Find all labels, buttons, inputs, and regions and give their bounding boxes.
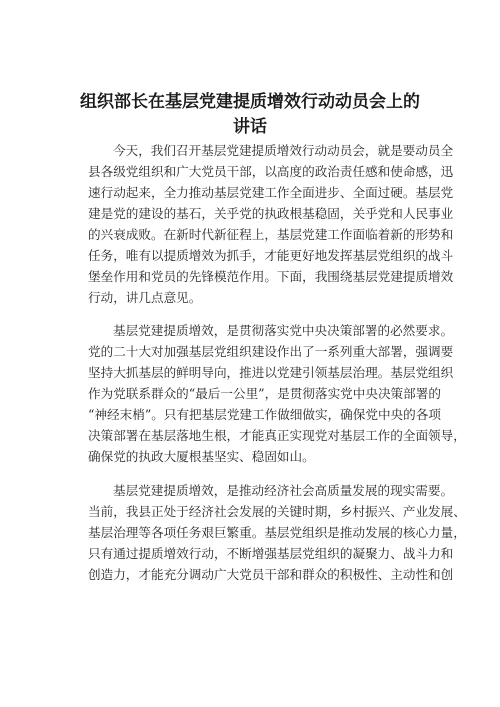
paragraph-line: 今天，我们召开基层党建提质增效行动动员会，就是要动员全 — [113, 143, 454, 158]
paragraph-line: 基层党建提质增效，是贯彻落实党中央决策部署的必然要求。 — [113, 323, 454, 338]
title-line: 讲话 — [233, 117, 267, 137]
paragraph-line: 县各级党组织和广大党员干部，以高度的政治责任感和使命感，迅 — [88, 164, 454, 179]
title-line: 组织部长在基层党建提质增效行动动员会上的 — [80, 92, 420, 112]
paragraph-line: 基层治理等各项任务艰巨繁重。基层党组织是推动发展的核心力量， — [88, 525, 466, 540]
paragraph-line: 任务，唯有以提质增效为抓手，才能更好地发挥基层党组织的战斗 — [88, 248, 454, 263]
paragraph-1 — [88, 140, 454, 308]
paragraph-line: 决策部署在基层落地生根，才能真正实现党对基层工作的全面领导， — [88, 428, 466, 443]
paragraph-line: 基层党建提质增效，是推动经济社会高质量发展的现实需要。 — [113, 483, 454, 498]
paragraph-line: 速行动起来，全力推动基层党建工作全面进步、全面过硬。基层党 — [88, 185, 454, 200]
paragraph-line: 只有通过提质增效行动，不断增强基层党组织的凝聚力、战斗力和 — [88, 546, 454, 561]
paragraph-line: 建是党的建设的基石，关乎党的执政根基稳固，关乎党和人民事业 — [88, 206, 454, 221]
paragraph-line: “神经末梢”。只有把基层党建工作做细做实，确保党中央的各项 — [88, 407, 441, 422]
paragraph-line: 党的二十大对加强基层党组织建设作出了一系列重大部署，强调要 — [88, 344, 454, 359]
paragraph-line: 确保党的执政大厦根基坚实、稳固如山。 — [88, 449, 315, 464]
document-title — [70, 90, 430, 140]
paragraph-line: 当前，我县正处于经济社会发展的关键时期，乡村振兴、产业发展、 — [88, 504, 466, 519]
paragraph-2 — [88, 320, 466, 467]
paragraph-line: 堡垒作用和党员的先锋模范作用。下面，我围绕基层党建提质增效 — [88, 269, 454, 284]
paragraph-3 — [88, 480, 466, 585]
paragraph-line: 作为党联系群众的“最后一公里”，是贯彻落实党中央决策部署的 — [88, 386, 441, 401]
paragraph-line: 的兴衰成败。在新时代新征程上，基层党建工作面临着新的形势和 — [88, 227, 454, 242]
paragraph-line: 坚持大抓基层的鲜明导向，推进以党建引领基层治理。基层党组织 — [88, 365, 454, 380]
paragraph-line: 行动，讲几点意见。 — [88, 290, 202, 305]
paragraph-line: 创造力，才能充分调动广大党员干部和群众的积极性、主动性和创 — [88, 567, 454, 582]
